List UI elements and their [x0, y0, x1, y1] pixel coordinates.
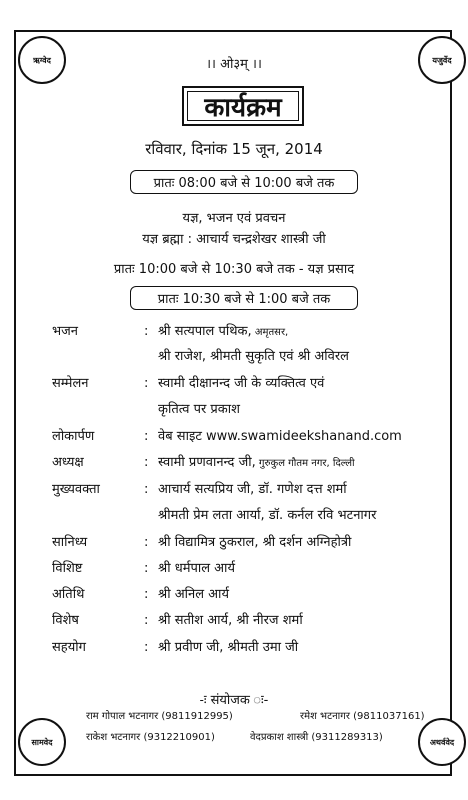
page-title: कार्यक्रम: [204, 93, 282, 123]
convener: वेदप्रकाश शास्त्री (9311289313): [250, 732, 383, 743]
program-row: सम्मेलन : स्वामी दीक्षानन्द जी के व्यक्तित्व एवं: [52, 373, 324, 391]
session1-time: प्रातः 08:00 बजे से 10:00 बजे तक: [130, 170, 358, 194]
program-row: भजन : श्री सत्यपाल पथिक, अमृतसर,: [52, 321, 288, 339]
row-label: अध्यक्ष: [52, 455, 84, 470]
session1-line1: यज्ञ, भजन एवं प्रवचन: [182, 211, 286, 226]
row-label: सम्मेलन: [52, 376, 89, 391]
corner-seal-bottom-right: [418, 718, 466, 766]
convener: राम गोपाल भटनागर (9811912995): [86, 711, 233, 722]
row-value-small: गुरुकुल गौतम नगर, दिल्ली: [255, 458, 355, 469]
program-row: विशिष्ट : श्री धर्मपाल आर्य: [52, 558, 235, 576]
row-value: श्री प्रवीण जी, श्रीमती उमा जी: [158, 640, 299, 655]
row-value: श्री अनिल आर्य: [158, 587, 229, 602]
conveners-heading: -ः संयोजक ः-: [199, 693, 269, 708]
row-label: सानिध्य: [52, 535, 88, 550]
corner-label: यजुर्वेद: [432, 55, 452, 65]
session2-time: प्रातः 10:30 बजे से 1:00 बजे तक: [130, 286, 358, 310]
row-label: विशिष्ट: [52, 561, 83, 576]
program-row: विशेष : श्री सतीश आर्य, श्री नीरज शर्मा: [52, 610, 303, 628]
row-value: स्वामी प्रणवानन्द जी,: [158, 455, 256, 470]
corner-label: सामवेद: [31, 737, 53, 747]
program-row: अध्यक्ष : स्वामी प्रणवानन्द जी, गुरुकुल गौतम नगर, दिल्ली: [52, 452, 355, 470]
session1-line2: यज्ञ ब्रह्मा : आचार्य चन्द्रशेखर शास्त्री जी: [142, 232, 326, 247]
date-line: रविवार, दिनांक 15 जून, 2014: [145, 140, 323, 158]
prasad-line: प्रातः 10:00 बजे से 10:30 बजे तक - यज्ञ प्रसाद: [113, 262, 355, 277]
row-label: सहयोग: [52, 640, 86, 655]
convener: राकेश भटनागर (9312210901): [86, 732, 215, 743]
row-value: श्री धर्मपाल आर्य: [158, 561, 235, 576]
row-value: स्वामी दीक्षानन्द जी के व्यक्तित्व एवं: [158, 376, 325, 391]
corner-seal-bottom-left: [18, 718, 66, 766]
program-row-cont: श्रीमती प्रेम लता आर्या, डॉ. कर्नल रवि भटनागर: [158, 508, 377, 523]
row-value: वेब साइट www.swamideekshanand.com: [158, 429, 402, 444]
row-label: विशेष: [52, 613, 79, 628]
row-value: श्री सत्यपाल पथिक,: [158, 324, 252, 339]
corner-label: अथर्ववेद: [429, 737, 455, 747]
row-label: भजन: [52, 324, 79, 339]
program-row-cont: श्री राजेश, श्रीमती सुकृति एवं श्री अविरल: [158, 349, 349, 364]
row-value: श्री सतीश आर्य, श्री नीरज शर्मा: [158, 613, 303, 628]
row-label: मुख्यवक्ता: [52, 482, 100, 497]
program-row-cont: कृतित्व पर प्रकाश: [158, 402, 240, 417]
row-value-small: अमृतसर,: [251, 327, 289, 338]
row-value: आचार्य सत्यप्रिय जी, डॉ. गणेश दत्त शर्मा: [158, 482, 347, 497]
row-value: श्री विद्यामित्र ठुकराल, श्री दर्शन अग्निहोत्री: [158, 535, 352, 550]
title-box: [182, 86, 304, 126]
program-row: सानिध्य : श्री विद्यामित्र ठुकराल, श्री दर्शन अग्निहोत्री: [52, 532, 351, 550]
program-row: मुख्यवक्ता : आचार्य सत्यप्रिय जी, डॉ. गणेश दत्त शर्मा: [52, 479, 347, 497]
row-label: अतिथि: [52, 587, 85, 602]
program-row: अतिथि : श्री अनिल आर्य: [52, 584, 229, 602]
program-row: सहयोग : श्री प्रवीण जी, श्रीमती उमा जी: [52, 637, 298, 655]
invocation: ।। ओ३म् ।।: [206, 57, 262, 72]
row-label: लोकार्पण: [52, 429, 95, 444]
convener: रमेश भटनागर (9811037161): [300, 711, 425, 722]
corner-label: ऋग्वेद: [33, 55, 51, 65]
program-row: लोकार्पण : वेब साइट www.swamideekshanand.com: [52, 426, 402, 444]
